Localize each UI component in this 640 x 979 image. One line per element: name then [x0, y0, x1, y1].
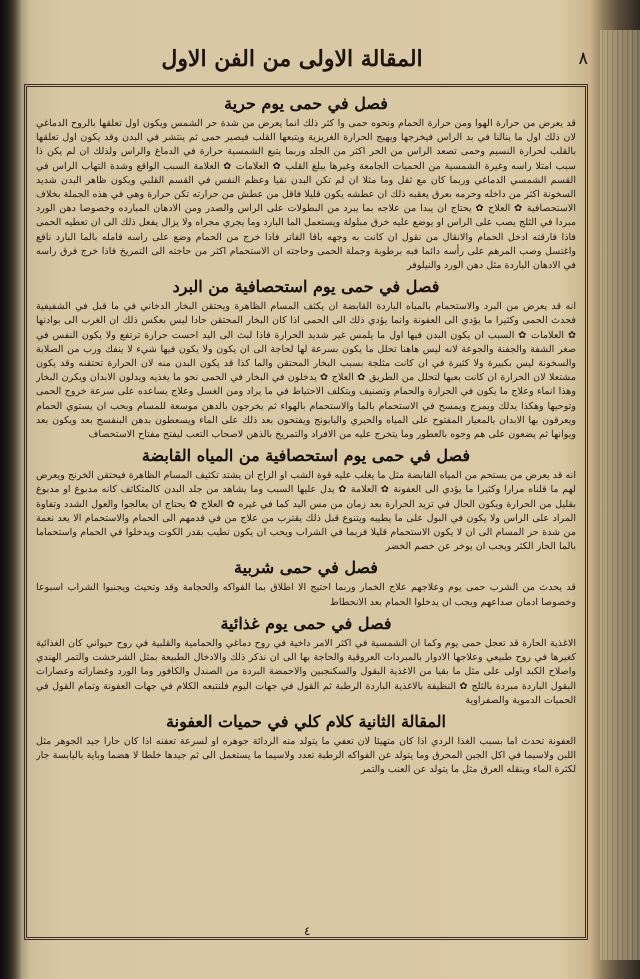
section-drink-fever [36, 558, 576, 609]
section-heading-text: المقالة الثانية كلام كلي في حميات العفونة [166, 711, 446, 731]
section-body: انه قد يعرض من يستحم من المياه القابضة مثل ما يغلب عليه قوة الشب او الزاج ان يشتد تكثيف المسام الظاهرة فيحتقن الخرنج ويعرض لهم ما قلناه مرارا وكثيرا ما يؤدي الى العفونة ✿ العلامة ✿ يدل عليها السبب وما يشاهد من جلد البدن كالمتكاثف كانه مدبوغ او مدبوغ بقليل من الحرارة ويكون الحال في تزيد الحرارة بعد زمان من مس اليد كما في غيره ✿ العلاج ✿ يحتاج ان يعالجوا والعول الشدد وتفاوة المراد على الراس ولا يكون في البول على ما يطيبه ويتنوع قبل ذلك يقترب من علاج من في قدمهم الى الحمام والاستحمام الا يعد نعمة من شدة حر المسام الى ان لا يكون الاستحمام قليلا فربما في الشراب ويحب ان يكون تطيب بقدر الكوت ويدخلوا في الحمام واستحماما بالما الحار الكثر ويجب ان يوخر عن خصم الخضر [36, 470, 576, 553]
running-title: المقالة الاولى من الفن الاول [161, 46, 423, 72]
section-hot-ephemeral-fever [36, 94, 576, 273]
book-page [14, 20, 600, 968]
section-heading [36, 558, 576, 577]
section-heading [36, 94, 576, 113]
section-body: العفونة تحدث اما بسبب الغذا الردي اذا كان متهيئا لان تعفي ما يتولد منه الردائة جوهره او لسرعة تعفنه اذا كان حارا جيد الجوهر مثل اللبن ولاسيما في اكل الجبن المحرق وما يتولد عن الفواكه الرطبة تعدد ولاسيما ما يستعمل الى ثم جيدها خلطا لا هضما وباية باليابسة جار لكثرة الماء وينقله العرق مثل ما يتولد عن العنب والتمر [36, 735, 576, 776]
section-cold-constriction-fever [36, 277, 576, 442]
section-heading-text: فصل في حمى يوم حرية [224, 94, 388, 113]
section-heading [36, 277, 576, 296]
section-heading-text: فصل في حمى يوم استحصافية من المياه القابضة [141, 446, 471, 466]
section-heading [36, 614, 576, 633]
text-block [36, 90, 576, 930]
section-heading [36, 446, 576, 465]
section-body: الاغذية الحارة قد تعجل حمى يوم وكما ان الشمسية في اكثر الامر داخية في روح دماغي والحمامية والقلبية في روح حيواني كان الغذائية كغيرها في روح طبيعي وعلاجها الادوار بالمبردات العروقية والحاجة بها الى ان نذكر ذلك والادخال الطبيعة بمثل الشرخشت والتمر الهندي واصلاح الكبد اولى على مثل ما بقيا من الاغذية البقول والسكنجبين والاحمضة البردة من الصندل والكافور وما الورد وغضاراته وعصارات البقول الباردة مبردة بالثلج ✿ النظيفة بالاغذية الباردة الرطبة ثم القول في جهات اليوم فلنتبعه الكلام في جهات العفونة وتمام القول في الحميات الدموية والصفراوية [36, 637, 576, 706]
section-heading-text: فصل في حمى يوم استحصافية من البرد [172, 277, 440, 297]
section-body: قد يعرض من حرارة الهوا ومن حرارة الحمام ونحوه حمى وا كثر ذلك انما يعرض من شدة حر الشمس ويكون اول تعلقها بالروح الدماغي لان ذلك اول ما ينالنا في بد الراس فيخرجها ويهيج الحرارة الغريزية ويتبعها القلب فيصير حمى ثم ينتشر في البدن وقد يكون اول تعلقها بالقلب لحرارة النسيم وحمى تصعد الراس من الحر اكثر من الجلد وربما يتبع الشمسية حرارة في الدماغ والراس ولذلك ان لم يكن ذا سبب امتلا راسه وغيرة الشمسية من الحميات الجامعة وغيرها يبلغ القلب ✿ العلامات ✿ العلامة السبب الواقع وشدة التهاب الراس في القسم الشمسي الدماغي وربما كان مع ثقل وما مثلا ان لم تكن البدن نقيا وعظم النفس في القسم القلبي ويكون ظاهر البدن شديد السخونة اكثر من داخله وحرمه بعرق يعقبه ذلك ان عطشه يكون قليلا فاقل من عطش من حرارته تكن حرارة وهي في هذه الجملة بخلاف الاستحصافية ✿ العلاج ✿ يحتاج ان يبدا من علاجه بما يبرد من البطولات على الراس والصدر ومن الادهان المبارده وخصوصا دهن الورد مبردا في الثلج يصب على الراس او يوضع عليه خرق مبلولة ويستعمل الما البارد وما يجري مجراه ولا يزال يفعل ذلك الى ان تعطيه الحمى فاذا فارقته ادخل الحمام والانقال من نقول ان كانت به وجهه باقا الفاتر فاذا خرج من الحمام وضع على راسه فامله بالما البارد نافع واغتسل وصب المرهم على رأسه دائما فبه برطوبة وجملة الحمى وحاجته ان الاستحمام اكثر من حاجته الى التمريخ فاذا خرج فرق راسه في الادهان الباردة مثل دهن الورد والنيلوفر [36, 118, 576, 272]
page-edges [600, 30, 640, 960]
signature-mark: ٤ [304, 924, 311, 938]
section-body: قد يحدث من الشرب حمى يوم وعلاجهم علاج الخمار وربما احتيج الا اطلاق بما الفواكه والحجامة وقد وتحيث ويجنبوا الشراب اسبوعا وخصوصا ادمان صداعهم ويجب ان يدخلوا الحمام بعد الانحطاط [36, 582, 576, 608]
section-putrefaction-fevers [36, 712, 576, 778]
section-heading [36, 712, 576, 731]
page-number: ٨ [578, 48, 588, 69]
section-heading-text: فصل في حمى شربية [234, 558, 378, 578]
section-heading-text: فصل في حمى يوم غذائية [220, 613, 392, 633]
section-body: انه قد يعرض من البرد والاستحمام بالمياه الباردة القابضة ان يكثف المسام الظاهرة ويحتقن البخار الدخاني في ما قبل في الشفيفية فحدث الحمى وكثيرا ما يؤدي الى العفونة وانما يؤدي ذلك الى الحمى اذا كان البخار المحتقن حادا ليس بعكس ذلك ان الغرب الى بوادنها ✿ العلامات ✿ السبب ان يكون البدن فيها اول ما يلمس غير شديد الحرارة فاذا لبث الى اليد احست حرارة ترتفع ولا يكون النفس في صغر الشفة والجفنة والجوعة لانه ليس هاهنا تحلل ما يكون بسرعة لها لحاجة الى ان يكون ولا يكون فيها شيء لا ينفك ورب من الصلابة والسخونة ليس بكبيرة ولا كثيرة في ان كانت مثلجة بسبب البخار المحتقن والما كذا قد يكون البدن منه لان الحرارة تحتقنه وقد يكون مشتعلا لان الحرارة ان كانت بعبها لتحلل من الطريق ✿ العلاج ✿ يدخلون في البخار في الحمى نحو ما يغذيه ويدلون الابدان ويكرن البخار وهذا انماء وعلاج ما يكون في الحرارة والحمام وتصنيف ويتكلف الاحتياط في ما يراد ومن الغسل وعلاج يساعده على سرعة خروج الحمى وتوحيها وهكذا يدلك ويمرج ويمسح في الاستحمام بالما والاستحمام بالهواء ثم يخرجون بالدهن موسعة للمسام وبحب ان يستوي الحمام ويعرقون بها الابدان بالمعيار المفتوح على المياه والحيري والبابونج ويفتحون بعد ذلك على الماء ويسعطون بدهن البنفسج بعد ويكون بعد ويوانها ثم يضعون على هم وجوه بالعطور وما يتخرج عليه من الافراد والتمريخ بالذهن لاصحاب التعب ليفتح مفتاح الاستحصاف [36, 301, 576, 441]
section-food-fever [36, 614, 576, 708]
section-astringent-water-fever [36, 446, 576, 554]
